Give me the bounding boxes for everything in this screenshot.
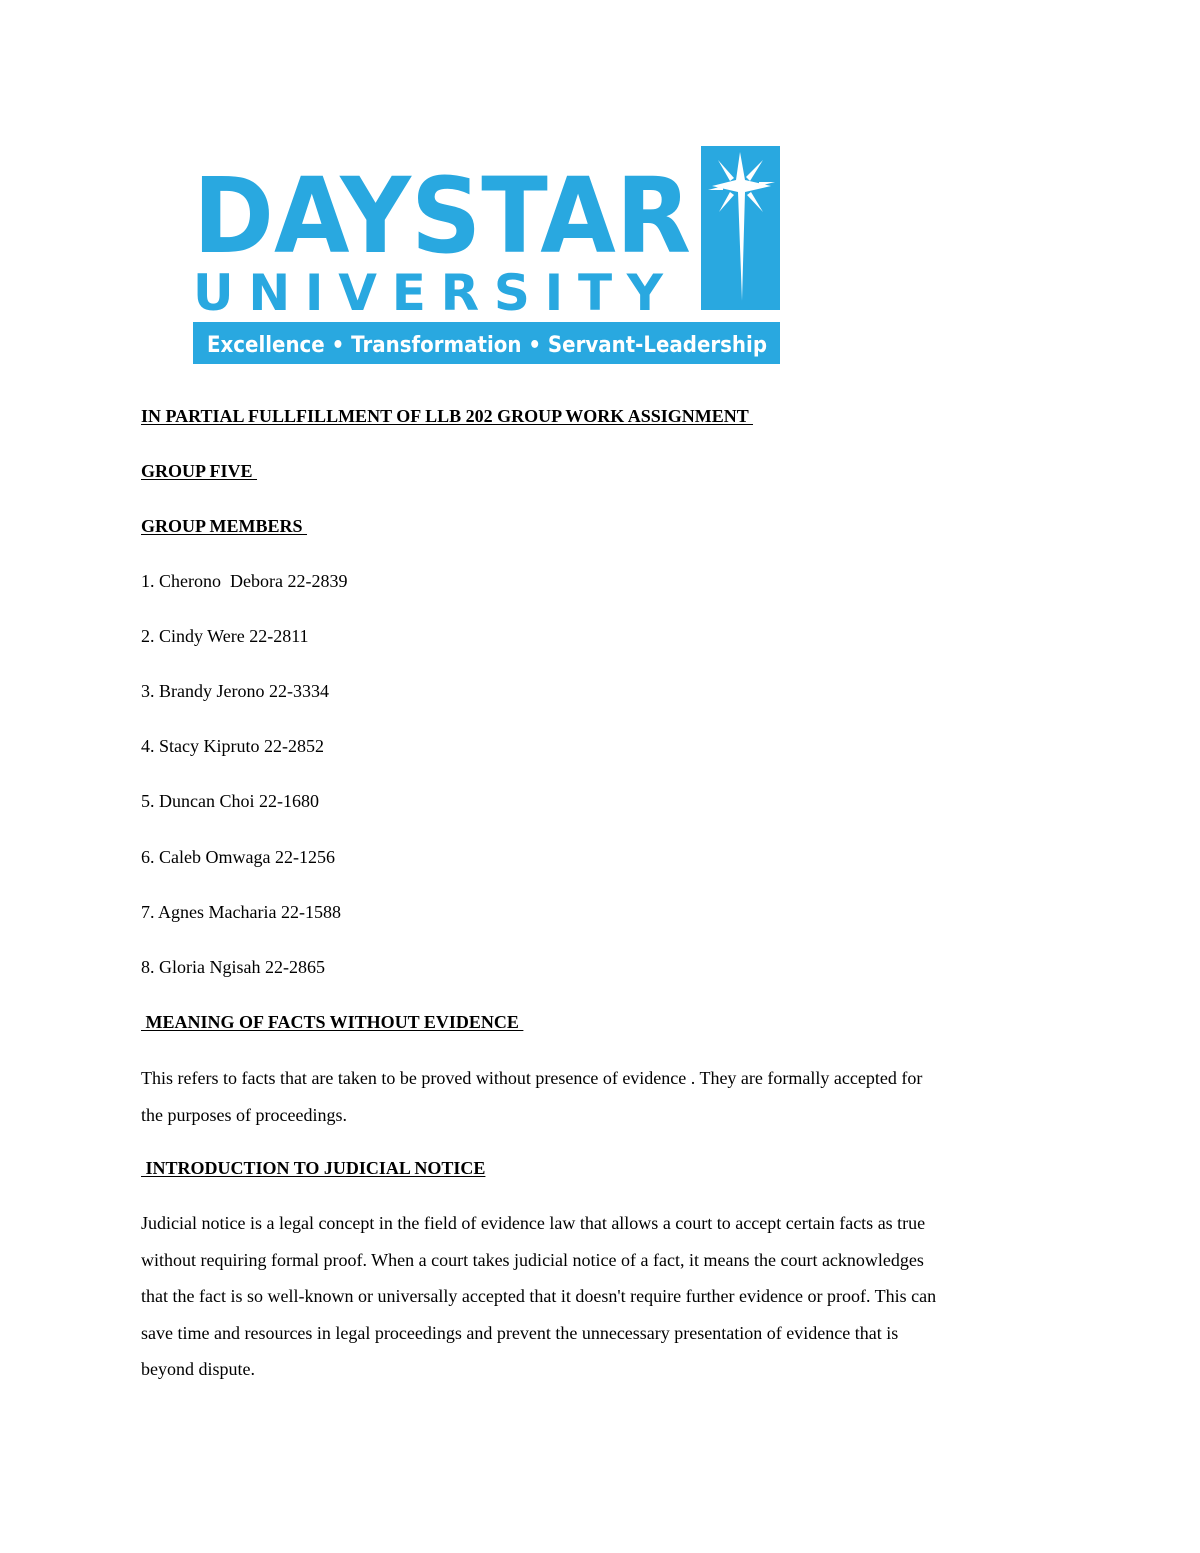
paragraph-line: This refers to facts that are taken to be proved without presence of evidence . They are formally accepted for [141, 1068, 923, 1088]
list-item: 8. Gloria Ngisah 22-2865 [141, 957, 325, 977]
members-label: GROUP MEMBERS [141, 516, 308, 536]
section-heading-meaning: MEANING OF FACTS WITHOUT EVIDENCE [141, 1012, 524, 1032]
paragraph-line: save time and resources in legal proceedings and prevent the unnecessary presentation of evidence that is [141, 1322, 899, 1343]
logo-subtitle: UNIVERSITY [193, 264, 663, 322]
list-item: 6. Caleb Omwaga 22-1256 [141, 847, 335, 867]
list-item: 7. Agnes Macharia 22-1588 [141, 902, 341, 922]
list-item: 2. Cindy Were 22-2811 [141, 626, 309, 646]
logo-tagline: Excellence • Transformation • Servant-Leadership [207, 333, 767, 358]
paragraph-line: without requiring formal proof. When a court takes judicial notice of a fact, it means the court acknowledges [141, 1249, 924, 1270]
group-label: GROUP FIVE [141, 461, 258, 481]
list-item: 5. Duncan Choi 22-1680 [141, 791, 319, 811]
logo-title: DAYSTAR [193, 155, 691, 277]
section-paragraph-judicial-notice [141, 1205, 1056, 1388]
paragraph-line: that the fact is so well-known or universally accepted that it doesn't require further evidence or proof. This can [141, 1286, 937, 1306]
paragraph-line: the purposes of proceedings. [141, 1104, 347, 1125]
list-item: 3. Brandy Jerono 22-3334 [141, 681, 329, 701]
paragraph-line: Judicial notice is a legal concept in the field of evidence law that allows a court to accept certain facts as true [141, 1213, 926, 1233]
list-item: 4. Stacy Kipruto 22-2852 [141, 736, 324, 756]
section-heading-judicial-notice: INTRODUCTION TO JUDICIAL NOTICE [141, 1158, 486, 1178]
paragraph-line: beyond dispute. [141, 1359, 255, 1379]
star-cross-icon [701, 146, 780, 310]
section-paragraph-meaning [141, 1060, 1056, 1133]
list-item: 1. Cherono Debora 22-2839 [141, 571, 348, 591]
assignment-heading: IN PARTIAL FULLFILLMENT OF LLB 202 GROUP WORK ASSIGNMENT [141, 406, 753, 426]
daystar-university-logo [193, 146, 780, 364]
